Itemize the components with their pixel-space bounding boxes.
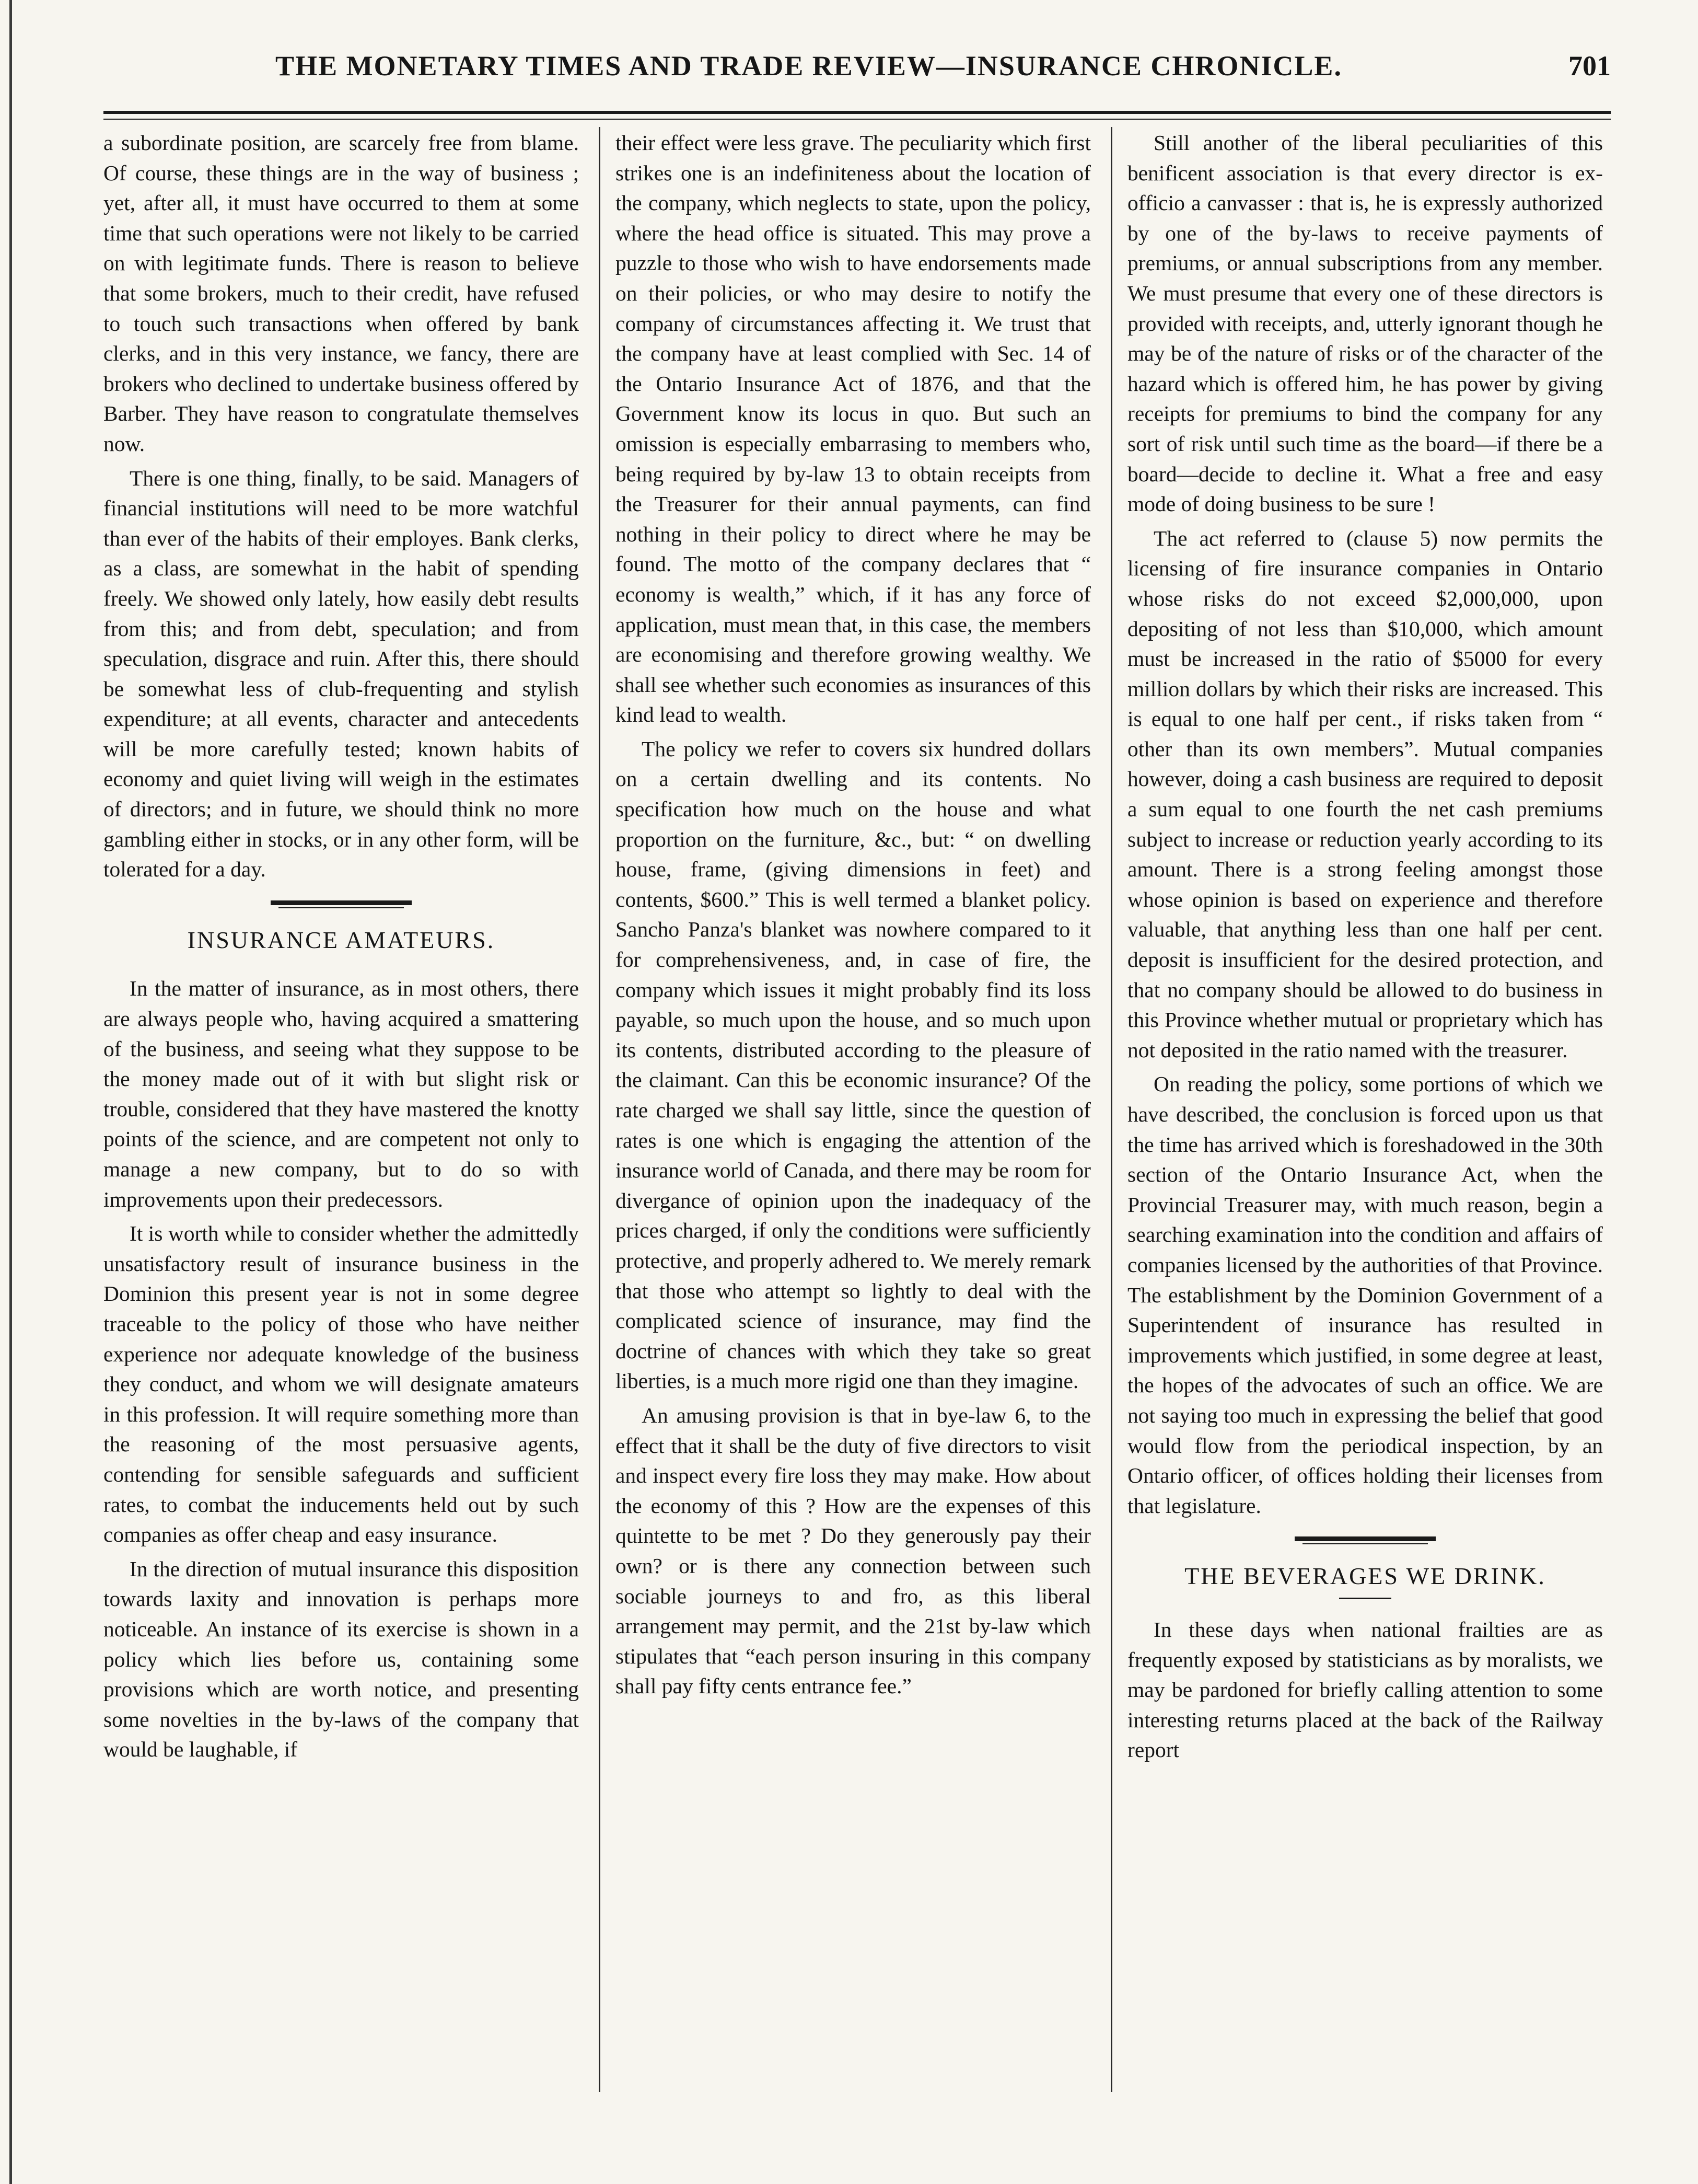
column-2 <box>615 128 1091 2114</box>
header-rule <box>103 111 1611 114</box>
column-rule <box>1111 127 1112 2092</box>
page-edge-rule <box>9 0 12 2184</box>
column-rule <box>599 127 600 2092</box>
title-underline <box>1339 1598 1391 1599</box>
paragraph: their effect were less grave. The peculiarity which first strikes one is an indefiniteness about the location of the company, which neglects to state, upon the policy, where the head office is situated. This may prove a puzzle to those who wish to have endorsements made on their policies, or who may desire to notify the company of circumstances affecting it. We trust that the company have at least complied with Sec. 14 of the Ontario Insurance Act of 1876, and that the Government know its locus in quo. But such an omission is especially embarrasing to members who, being required by by-law 13 to obtain receipts from the Treasurer for their annual payments, can find nothing in their policy to direct where he may be found. The motto of the company declares that “ economy is wealth,” which, if it has any force of application, must mean that, in this case, the members are economising and therefore growing wealthy. We shall see whether such economies as insurances of this kind lead to wealth. <box>615 131 1091 727</box>
paragraph: The act referred to (clause 5) now permits the licensing of fire insurance companies in Ontario whose risks do not exceed $2,000,000, upon depositing of not less than $10,000, which amount must be increased in the ratio of $5000 for every million dollars by which their risks are increased. This is equal to one half per cent., if risks taken from “ other than its own members”. Mutual companies however, doing a cash business are required to deposit a sum equal to one fourth the net cash premiums subject to increase or reduction yearly according to its amount. There is a strong feeling amongst those whose opinion is based on experience and therefore valuable, that anything less than one half per cent. deposit is insufficient for the desired protection, and that no company should be allowed to do business in this Province whether mutual or proprietary which has not deposited in the ratio named with the treasurer. <box>1127 526 1603 1062</box>
section-title: THE BEVERAGES WE DRINK. <box>1184 1563 1546 1590</box>
paragraph: The policy we refer to covers six hundred dollars on a certain dwelling and its contents. No specification how much on the house and what proportion on the furniture, &c., but: “ on dwelling house, frame, (giving dimensions in feet) and contents, $600.” This is well termed a blanket policy. Sancho Panza's blanket was nowhere compared to it for comprehensiveness, and, in case of fire, the company which issues it might probably find its loss payable, so much upon the house, and so much upon its contents, distributed according to the pleasure of the claimant. Can this be economic insurance? Of the rate charged we shall say little, since the question of rates is one which is engaging the attention of the insurance world of Canada, and there may be room for divergance of opinion upon the inadequacy of the prices charged, if only the conditions were sufficiently protective, and properly adhered to. We merely remark that those who attempt so lightly to deal with the complicated science of insurance, may find the doctrine of chances with which they take so great liberties, is a much more rigid one than they imagine. <box>615 736 1091 1393</box>
column-3 <box>1127 128 1603 2114</box>
running-head: THE MONETARY TIMES AND TRADE REVIEW—INSURANCE CHRONICLE. <box>275 50 1342 82</box>
paragraph: In the direction of mutual insurance this disposition towards laxity and innovation is perhaps more noticeable. An instance of its exercise is shown in a policy which lies before us, containing some provisions which are worth notice, and presenting some novelties in the by-laws of the company that would be laughable, if <box>103 1556 579 1762</box>
section-title: INSURANCE AMATEURS. <box>187 926 495 953</box>
paragraph: Still another of the liberal peculiarities of this benificent association is that every director is ex-officio a canvasser : that is, he is expressly authorized by one of the by-laws to receive payments of premiums, or annual subscriptions from any member. We must presume that every one of these directors is provided with receipts, and, utterly ignorant though he may be of the nature of risks or of the character of the hazard which is offered him, he has power by giving receipts for premiums to bind the company for any sort of risk until such time as the board—if there be a board—decide to decline it. What a free and easy mode of doing business to be sure ! <box>1127 131 1603 516</box>
page-number: 701 <box>1568 50 1611 82</box>
page-header <box>103 50 1611 97</box>
paragraph: In these days when national frailties are as frequently exposed by statisticians as by moralists, we may be pardoned for briefly calling attention to some interesting returns placed at the back of the Railway report <box>1127 1617 1603 1762</box>
paragraph: In the matter of insurance, as in most others, there are always people who, having acquired a smattering of the business, and seeing what they suppose to be the money made out of it with but slight risk or trouble, considered that they have mastered the knotty points of the science, and are competent not only to manage a new company, but to do so with improvements upon their predecessors. <box>103 976 579 1211</box>
header-rule-thin <box>103 119 1611 120</box>
paragraph: a subordinate position, are scarcely free from blame. Of course, these things are in the way of business ; yet, after all, it must have occurred to them at some time that such operations were not likely to be carried on with legitimate funds. There is reason to believe that some brokers, much to their credit, have refused to touch such transactions when offered by bank clerks, and in this very instance, we fancy, there are brokers who declined to undertake business offered by Barber. They have reason to congratulate themselves now. <box>103 131 579 456</box>
column-1 <box>103 128 579 2114</box>
section-divider <box>1295 1536 1436 1544</box>
section-divider <box>271 900 412 908</box>
paragraph: There is one thing, finally, to be said. Managers of financial institutions will need to be more watchful than ever of the habits of their employes. Bank clerks, as a class, are somewhat in the habit of spending freely. We showed only lately, how easily debt results from this; and from debt, speculation; and from speculation, disgrace and ruin. After this, there should be somewhat less of club-frequenting and stylish expenditure; at all events, character and antecedents will be more carefully tested; known habits of economy and quiet living will weigh in the estimates of directors; and in future, we should think no more gambling either in stocks, or in any other form, will be tolerated for a day. <box>103 466 579 882</box>
newspaper-page <box>103 50 1611 2130</box>
paragraph: It is worth while to consider whether the admittedly unsatisfactory result of insurance business in the Dominion this present year is not in some degree traceable to the policy of those who have neither experience nor adequate knowledge of the business they conduct, and whom we will designate amateurs in this profession. It will require something more than the reasoning of the most persuasive agents, contending for sensible safeguards and sufficient rates, to combat the inducements held out by such companies as offer cheap and easy insurance. <box>103 1221 579 1547</box>
paragraph: On reading the policy, some portions of which we have described, the conclusion is forced upon us that the time has arrived which is foreshadowed in the 30th section of the Ontario Insurance Act, when the Provincial Treasurer may, with much reason, begin a searching examination into the condition and affairs of companies licensed by the authorities of that Province. The establishment by the Dominion Government of a Superintendent of insurance has resulted in improvements which justified, in some degree at least, the hopes of the advocates of such an office. We are not saying too much in expressing the belief that good would flow from the periodical inspection, by an Ontario officer, of offices holding their licenses from that legislature. <box>1127 1072 1603 1518</box>
paragraph: An amusing provision is that in bye-law 6, to the effect that it shall be the duty of five directors to visit and inspect every fire loss they may make. How about the economy of this ? How are the expenses of this quintette to be met ? Do they generously pay their own? or is there any connection between such sociable journeys to and fro, as this liberal arrangement may permit, and the 21st by-law which stipulates that “each person insuring in this company shall pay fifty cents entrance fee.” <box>615 1403 1091 1698</box>
